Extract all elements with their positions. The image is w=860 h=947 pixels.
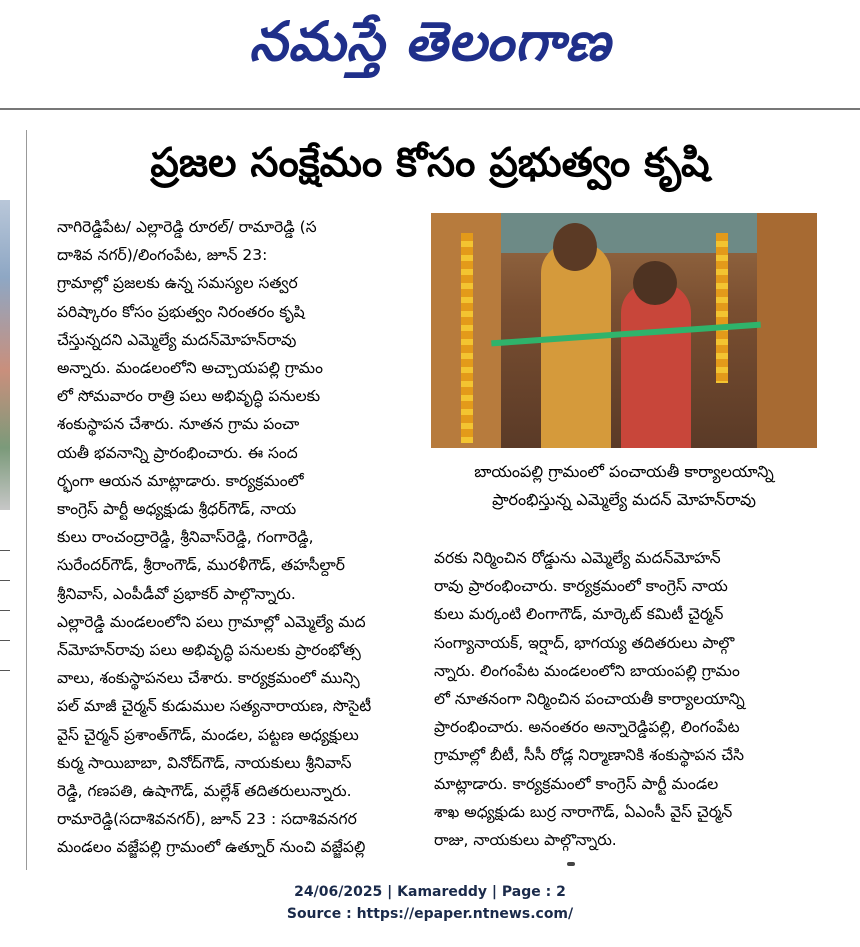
article-headline: ప్రజల సంక్షేమం కోసం ప్రభుత్వం కృషి [150,140,710,186]
text-line: గ్రామాల్లో బీటీ, సీసీ రోడ్ల నిర్మాణానికి శంకుస్థాపన చేసి [434,746,744,765]
text-line: కులు రాంచంద్రారెడ్డి, శ్రీనివాస్‌రెడ్డి, గంగారెడ్డి, [57,528,314,547]
text-line: యతీ భవనాన్ని ప్రారంభించారు. ఈ సంద [57,443,298,462]
text-line: కుర్మ సాయిబాబా, వినోద్‌గౌడ్, నాయకులు శ్రీనివాస్ [57,753,352,772]
newspaper-title: నమస్తే తెలంగాణ [249,10,611,73]
separator-dot [567,862,575,866]
text-line: లో సోమవారం రాత్రి పలు అభివృద్ధి పనులకు [57,387,321,406]
text-line: రామారెడ్డి(సదాశివనగర్), జూన్ 23 : సదాశివనగర [57,810,357,829]
masthead [0,0,860,100]
text-line: లో నూతనంగా నిర్మించిన పంచాయతీ కార్యాలయాన్ని [434,690,745,709]
text-line: మండలం వజ్జేపల్లి గ్రామంలో ఉత్నూర్ నుంచి వజ్జేపల్లి [57,838,366,857]
text-line: న్నారు. లింగంపేట మండలంలోని బాయంపల్లి గ్రామం [434,661,740,680]
footer-date-edition: 24/06/2025 | Kamareddy | Page : 2 [294,884,566,900]
text-line: రావు ప్రారంభించారు. కార్యక్రమంలో కాంగ్రెస్ నాయ [434,577,728,596]
text-line: దాశివ నగర్)/లింగంపేట, జూన్ 23: [57,246,268,265]
text-line: కులు మర్కంటి లింగాగౌడ్, మార్కెట్ కమిటీ చైర్మన్ [434,605,724,624]
footer-source: Source : https://epaper.ntnews.com/ [286,906,574,922]
article-photo [431,213,817,448]
text-line: సంగ్యానాయక్, ఇర్షాద్, భాగయ్య తదితరులు పాల్గొ [434,633,735,652]
page-footer [0,881,860,925]
column-rule [26,130,27,870]
text-line: పల్ మాజీ చైర్మన్ కుడుముల సత్యనారాయణ, సొసైటీ [57,697,372,716]
caption-line-1: బాయంపల్లి గ్రామంలో పంచాయతీ కార్యాలయాన్ని [474,462,774,481]
article-column-1 [57,213,422,862]
text-line: మాట్లాడారు. కార్యక్రమంలో కాంగ్రెస్ పార్టీ మండల [434,774,719,793]
text-line: ఎల్లారెడ్డి మండలంలోని పలు గ్రామాల్లో ఎమ్మెల్యే మద [57,612,366,631]
photo-caption [431,458,817,514]
text-line: అన్నారు. మండలంలోని అచ్చాయపల్లి గ్రామం [57,359,323,378]
text-line: కాంగ్రెస్ పార్టీ అధ్యక్షుడు శ్రీధర్‌గౌడ్, నాయ [57,500,297,519]
text-line: రెడ్డి, గణపతి, ఉషాగౌడ్, మల్లేశ్ తదితరులున్నారు. [57,782,352,801]
adjacent-photo-fragment [0,200,10,510]
text-line: ర్భంగా ఆయన మాట్లాడారు. కార్యక్రమంలో [57,471,304,490]
text-line: వైస్ చైర్మన్ ప్రశాంత్‌గౌడ్, మండల, పట్టణ అధ్యక్షులు [57,725,359,744]
text-line: ప్రారంభించారు. అనంతరం అన్నారెడ్డిపల్లి, లింగంపేట [434,718,740,737]
text-line: గ్రామాల్లో ప్రజలకు ఉన్న సమస్యల సత్వర [57,274,298,293]
text-line: చేస్తున్నదని ఎమ్మెల్యే మదన్‌మోహన్‌రావు [57,330,297,349]
text-line: శ్రీనివాస్, ఎంపీడీవో ప్రభాకర్ పాల్గొన్నారు. [57,584,296,603]
text-line: శంకుస్థాపన చేశారు. నూతన గ్రామ పంచా [57,415,300,434]
caption-line-2: ప్రారంభిస్తున్న ఎమ్మెల్యే మదన్ మోహన్‌రావు [492,490,756,509]
text-line: నాగిరెడ్డిపేట/ ఎల్లారెడ్డి రూరల్/ రామారెడ్డి (స [57,218,317,236]
article-column-2 [434,544,814,854]
text-line: వరకు నిర్మించిన రోడ్డును ఎమ్మెల్యే మదన్‌మోహన్ [434,549,721,567]
text-line: శాఖ అధ్యక్షుడు బుర్ర నారాగౌడ్, ఏఎంసీ వైస్ చైర్మన్ [434,802,733,821]
adjacent-article-strip [0,130,12,870]
text-line: పరిష్కారం కోసం ప్రభుత్వం నిరంతరం కృషి [57,302,305,321]
text-line: వాలు, శంకుస్థాపనలు చేశారు. కార్యక్రమంలో మున్సి [57,669,360,688]
text-line: సురేందర్‌గౌడ్, శ్రీరాంగౌడ్, మురళీగౌడ్, తహసీల్దార్ [57,556,345,575]
text-line: న్‌మోహన్‌రావు పలు అభివృద్ధి పనులకు ప్రారంభోత్స [57,641,361,660]
text-line: రాజు, నాయకులు పాల్గొన్నారు. [434,831,617,850]
header-divider [0,108,860,110]
